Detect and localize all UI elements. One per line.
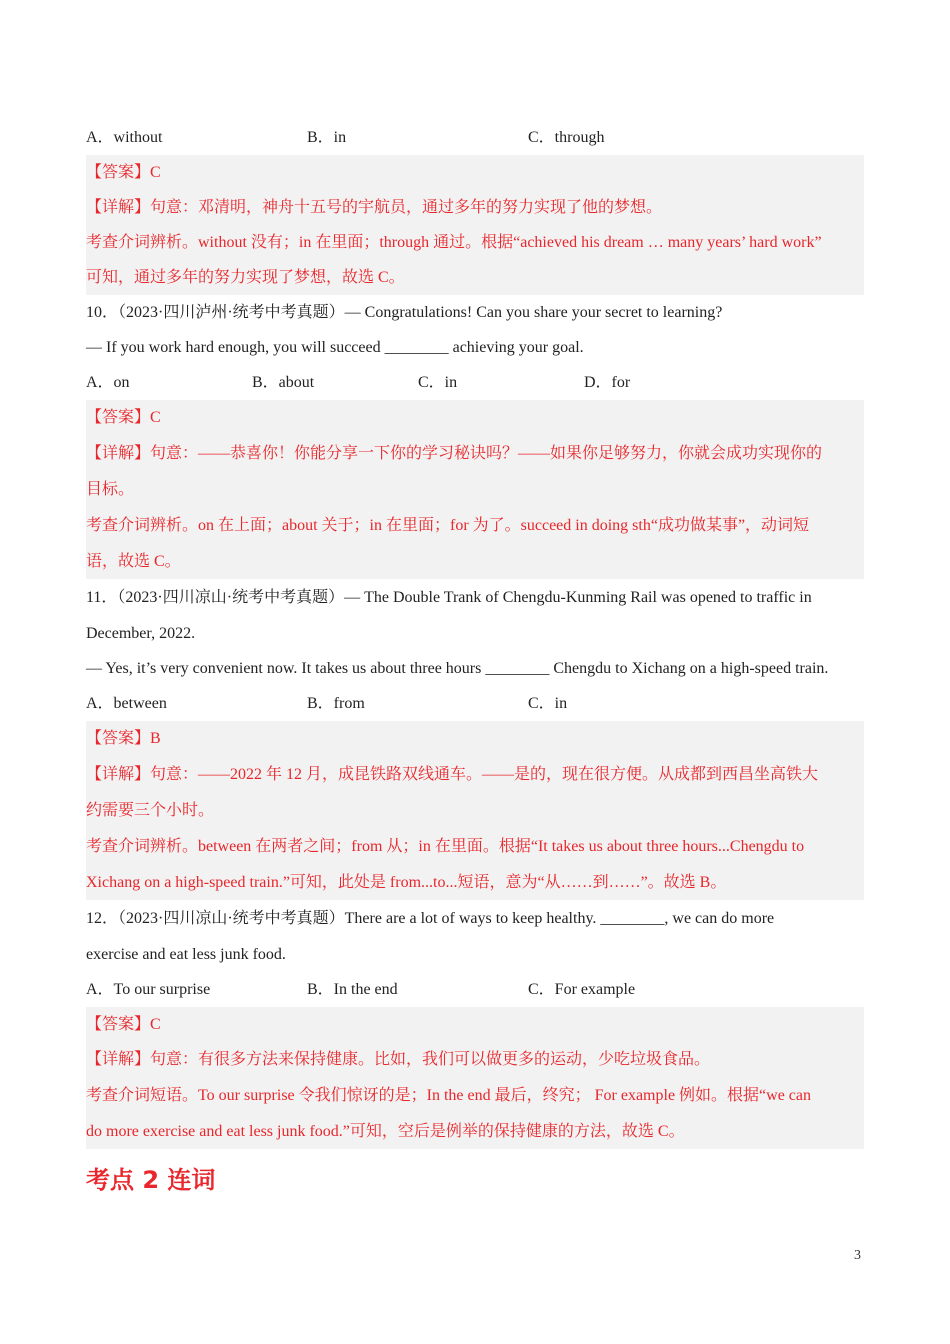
question-10 (86, 295, 864, 579)
question-11 (86, 579, 864, 900)
answer-box (86, 721, 864, 900)
question-stem: 10．（2023·四川泸州·统考中考真题）— Congratulations! Can you share your secret to learning? (86, 304, 723, 321)
options-row (86, 120, 864, 155)
section-title: 考点 2 连词 (86, 1166, 216, 1194)
option-b: B．about (252, 374, 315, 391)
detail: 目标。 (86, 481, 135, 498)
detail: 【详解】句意：邓清明，神舟十五号的宇航员，通过多年的努力实现了他的梦想。 (86, 199, 663, 216)
question-stem: exercise and eat less junk food. (86, 946, 286, 963)
option-c: C．in (528, 695, 568, 712)
option-d: D．for (584, 374, 631, 391)
analysis-line: Xichang on a high-speed train.”可知，此处是 from...to...短语，意为“从……到……”。故选 B。 (86, 874, 727, 891)
analysis-line: do more exercise and eat less junk food.”可知，空后是例举的保持健康的方法，故选 C。 (86, 1123, 685, 1140)
option-b: B．from (307, 695, 365, 712)
option-b: B．In the end (307, 981, 398, 998)
question-12 (86, 900, 864, 1149)
question-stem: December, 2022. (86, 625, 196, 642)
option-a: A．without (86, 129, 163, 146)
options-row (86, 686, 864, 721)
question-9 (86, 120, 864, 295)
option-a: A．on (86, 374, 130, 391)
answer: 【答案】C (86, 1016, 161, 1033)
answer: 【答案】C (86, 409, 161, 426)
detail: 约需要三个小时。 (86, 802, 215, 819)
question-stem: — If you work hard enough, you will succeed ________ achieving your goal. (86, 339, 584, 356)
option-a: A．between (86, 695, 167, 712)
analysis-line: 考查介词短语。To our surprise 令我们惊讶的是；In the end 最后，终究； For example 例如。根据“we can (86, 1087, 812, 1104)
detail: 【详解】句意：——恭喜你！你能分享一下你的学习秘诀吗？——如果你足够努力，你就会成功实现你的 (86, 445, 823, 462)
document-page (86, 120, 864, 1149)
answer: 【答案】C (86, 164, 161, 181)
option-a: A．To our surprise (86, 981, 211, 998)
option-b: B．in (307, 129, 347, 146)
options-row (86, 365, 864, 400)
option-c: C．through (528, 129, 605, 146)
detail: 【详解】句意：——2022 年 12 月，成昆铁路双线通车。——是的，现在很方便。从成都到西昌坐高铁大 (86, 766, 819, 783)
page-number: 3 (854, 1248, 861, 1263)
answer-box (86, 400, 864, 579)
question-stem: 12．（2023·四川凉山·统考中考真题）There are a lot of ways to keep healthy. ________, we can do more (86, 910, 775, 927)
option-c: C．in (418, 374, 458, 391)
answer: 【答案】B (86, 730, 161, 747)
detail: 【详解】句意：有很多方法来保持健康。比如，我们可以做更多的运动，少吃垃圾食品。 (86, 1051, 711, 1068)
answer-box (86, 155, 864, 295)
analysis-line: 可知，通过多年的努力实现了梦想，故选 C。 (86, 269, 405, 286)
answer-box (86, 1007, 864, 1149)
options-row (86, 972, 864, 1007)
option-c: C．For example (528, 981, 636, 998)
analysis-line: 考查介词辨析。between 在两者之间；from 从；in 在里面。根据“It takes us about three hours...Chengdu to (86, 838, 805, 855)
question-stem: — Yes, it’s very convenient now. It takes us about three hours ________ Chengdu to Xichang on a high-speed train. (86, 660, 829, 677)
analysis-line: 考查介词辨析。on 在上面；about 关于；in 在里面；for 为了。succeed in doing sth“成功做某事”，动词短 (86, 517, 810, 534)
question-stem: 11．（2023·四川凉山·统考中考真题）— The Double Trank of Chengdu-Kunming Rail was opened to traffic in (86, 589, 812, 606)
analysis-line: 语，故选 C。 (86, 553, 181, 570)
analysis-line: 考查介词辨析。without 没有；in 在里面；through 通过。根据“achieved his dream … many years’ hard work” (86, 234, 822, 251)
